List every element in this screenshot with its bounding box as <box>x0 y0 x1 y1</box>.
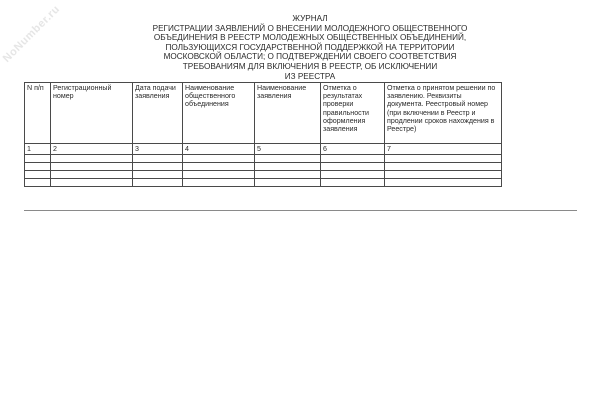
table-cell <box>133 155 183 163</box>
table-cell <box>25 171 51 179</box>
table-cell <box>183 179 255 187</box>
table-cell <box>321 155 385 163</box>
column-header-check-result: Отметка о результатах проверки правильности оформления заявления <box>321 83 385 144</box>
table-header-row <box>25 83 502 144</box>
heading-line: ПОЛЬЗУЮЩИХСЯ ГОСУДАРСТВЕННОЙ ПОДДЕРЖКОЙ НА ТЕРРИТОРИИ <box>165 42 455 52</box>
table-cell <box>25 179 51 187</box>
table-cell <box>385 155 502 163</box>
table-cell <box>255 155 321 163</box>
column-number: 2 <box>51 144 133 155</box>
journal-table <box>24 82 502 187</box>
column-number: 4 <box>183 144 255 155</box>
column-number: 7 <box>385 144 502 155</box>
table-cell <box>321 179 385 187</box>
heading-line: ТРЕБОВАНИЯМ ДЛЯ ВКЛЮЧЕНИЯ В РЕЕСТР, ОБ ИСКЛЮЧЕНИИ <box>182 61 438 71</box>
table-cell <box>385 171 502 179</box>
table-row <box>25 179 502 187</box>
column-number: 3 <box>133 144 183 155</box>
table-cell <box>183 171 255 179</box>
table-cell <box>133 163 183 171</box>
table-row <box>25 171 502 179</box>
heading-line: ОБЪЕДИНЕНИЯ В РЕЕСТР МОЛОДЕЖНЫХ ОБЩЕСТВЕННЫХ ОБЪЕДИНЕНИЙ, <box>153 33 467 43</box>
column-number: 1 <box>25 144 51 155</box>
document-heading <box>120 14 500 81</box>
table-cell <box>183 155 255 163</box>
column-header-registration-number: Регистрационный номер <box>51 83 133 144</box>
table-cell <box>51 163 133 171</box>
heading-line: РЕГИСТРАЦИИ ЗАЯВЛЕНИЙ О ВНЕСЕНИИ МОЛОДЕЖНОГО ОБЩЕСТВЕННОГО <box>152 23 468 33</box>
table-cell <box>183 163 255 171</box>
column-header-association-name: Наименование общественного объединения <box>183 83 255 144</box>
column-number: 5 <box>255 144 321 155</box>
table-cell <box>321 163 385 171</box>
table-cell <box>51 171 133 179</box>
table-cell <box>385 179 502 187</box>
table-column-numbers-row <box>25 144 502 155</box>
table-cell <box>385 163 502 171</box>
column-header-application-name: Наименование заявления <box>255 83 321 144</box>
table-cell <box>255 179 321 187</box>
table-cell <box>133 171 183 179</box>
heading-line: ИЗ РЕЕСТРА <box>284 71 336 81</box>
table-cell <box>25 155 51 163</box>
table-row <box>25 163 502 171</box>
column-header-number: N п/п <box>25 83 51 144</box>
page-divider <box>24 210 577 211</box>
column-header-submission-date: Дата подачи заявления <box>133 83 183 144</box>
heading-line: ЖУРНАЛ <box>292 14 328 23</box>
column-number: 6 <box>321 144 385 155</box>
table-cell <box>255 163 321 171</box>
table-cell <box>51 155 133 163</box>
watermark: NoNumber.ru <box>0 3 63 65</box>
column-header-decision: Отметка о принятом решении по заявлению. Реквизиты документа. Реестровый номер (при включении в Реестр и продлении сроков нахождения в Реестре) <box>385 83 502 144</box>
table-cell <box>133 179 183 187</box>
table-cell <box>321 171 385 179</box>
table-cell <box>255 171 321 179</box>
table-cell <box>51 179 133 187</box>
heading-line: МОСКОВСКОЙ ОБЛАСТИ; О ПОДТВЕРЖДЕНИИ СВОЕГО СООТВЕТСТВИЯ <box>163 52 457 62</box>
table-cell <box>25 163 51 171</box>
table-row <box>25 155 502 163</box>
